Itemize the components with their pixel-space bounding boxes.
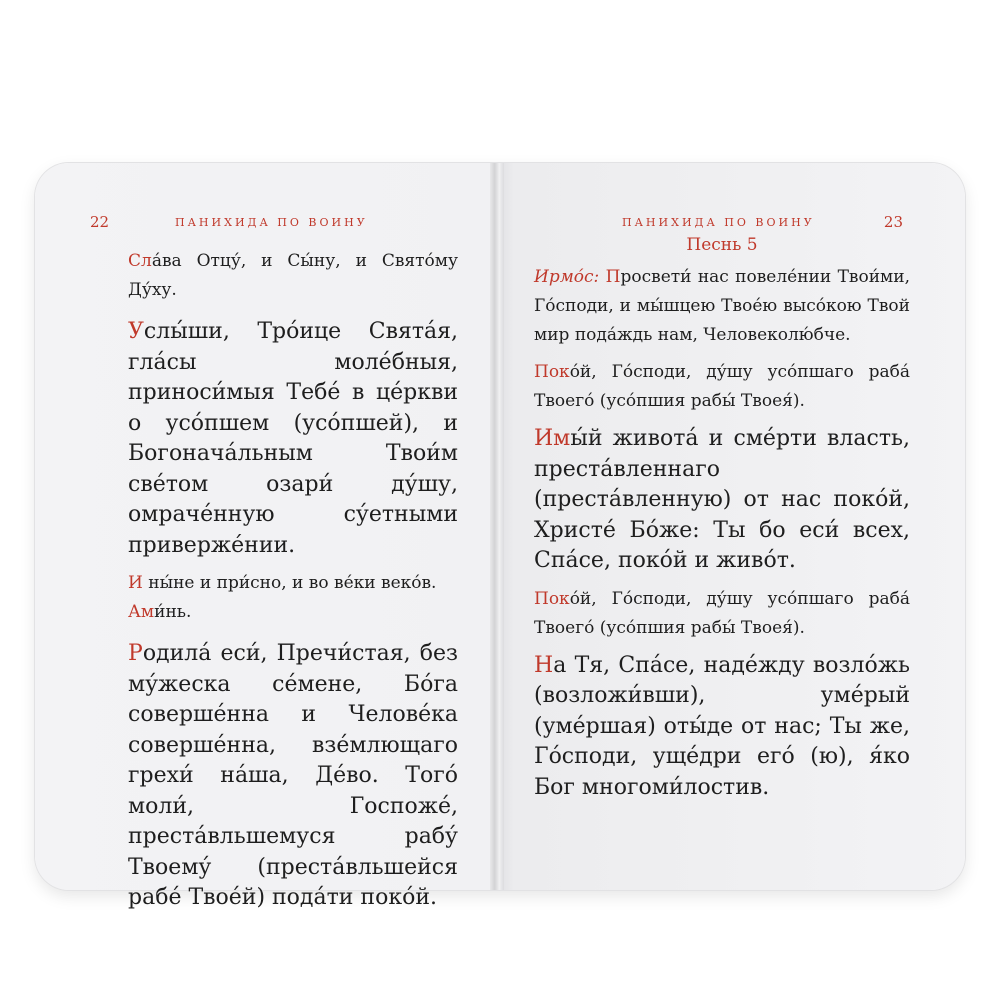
running-header: ПАНИХИДА ПО ВОИНУ xyxy=(622,216,815,229)
right-page xyxy=(504,163,965,890)
book-spine xyxy=(490,163,504,890)
refrain xyxy=(534,585,910,643)
page-number: 22 xyxy=(90,213,110,231)
irmos xyxy=(534,263,910,350)
rubric-initial: Пок xyxy=(534,588,570,609)
theotokion-text: одила́ еси́, Пречи́стая, без му́жеска се́мене, Бо́га соверше́нна и Челове́ка соверше́нна, взе́млющаго грехи́ на́ша, Де́во. Того́ моли́, Госпоже́, преста́вльшемуся рабу́ Твоему́ (преста́вльшейся рабе́ Твое́й) пода́ти поко́й. xyxy=(128,641,458,910)
rubric-initial: П xyxy=(599,267,621,287)
now-and-ever-verse xyxy=(128,569,458,598)
page-number: 23 xyxy=(883,213,903,231)
rubric-initial: Пок xyxy=(534,362,570,382)
verse-text: а́ва Отцу́, и Сы́ну, и Свято́му Ду́ху. xyxy=(128,251,458,300)
troparion-text: слы́ши, Тро́ице Свята́я, гла́сы моле́бныя, приноси́мыя Тебе́ в це́ркви о усо́пшем (усо́пшей), и Богонача́льным Твои́м све́том озари́ ду́шу, омраче́нную су́етными привержéнии. xyxy=(128,319,458,558)
troparion-text: ы́й живота́ и сме́рти власть, преста́вленнаго (преста́вленную) от нас поко́й, Христе́ Бо́же: Ты бо еси́ всех, Спа́се, поко́й и живо́т. xyxy=(534,426,910,573)
rubric-initial: Сл xyxy=(128,251,152,271)
left-page xyxy=(35,163,490,910)
troparion xyxy=(128,317,458,561)
song-title: Песнь 5 xyxy=(686,235,758,255)
troparion xyxy=(534,424,910,577)
rubric-initial: Н xyxy=(534,652,554,678)
refrain xyxy=(534,358,910,416)
glory-verse xyxy=(128,247,458,305)
rubric-initial: Им xyxy=(534,426,571,451)
rubric-initial: Р xyxy=(128,641,143,666)
open-prayer-book xyxy=(35,163,965,910)
rubric-initial: У xyxy=(128,319,144,344)
running-header: ПАНИХИДА ПО ВОИНУ xyxy=(175,216,368,229)
verse-text: ны́не и при́сно, и во ве́ки веко́в. xyxy=(142,573,437,593)
troparion xyxy=(534,651,910,804)
page-body xyxy=(534,235,910,803)
verse-text: и́нь. xyxy=(154,602,192,622)
amen-line xyxy=(128,598,458,627)
troparion-text: а Тя, Спа́се, наде́жду возло́жь (возложи́вши), уме́рый (уме́ршая) оты́де от нас; Ты же, Го́споди, уще́дри его́ (ю), я́ко Бог многоми́лостив. xyxy=(534,652,910,800)
page-body xyxy=(128,247,458,914)
theotokion xyxy=(128,639,458,914)
rubric-initial: И xyxy=(128,573,143,593)
refrain-text: о́й, Го́споди, ду́шу усо́пшаго раба́ Твоего́ (усо́пшия рабы́ Твоея́). xyxy=(534,362,910,411)
irmos-label: Ирмо́с: xyxy=(534,267,600,287)
refrain-text: о́й, Го́споди, ду́шу усо́пшаго раба́ Твоего́ (усо́пшия рабы́ Твоея́). xyxy=(534,588,910,638)
rubric-initial: Ам xyxy=(128,602,155,622)
irmos-text: росвети́ нас повеле́нии Твои́ми, Го́споди, и мы́шцею Твое́ю высо́кою Твой мир пода́ждь нам, Человеколю́бче. xyxy=(534,267,911,345)
